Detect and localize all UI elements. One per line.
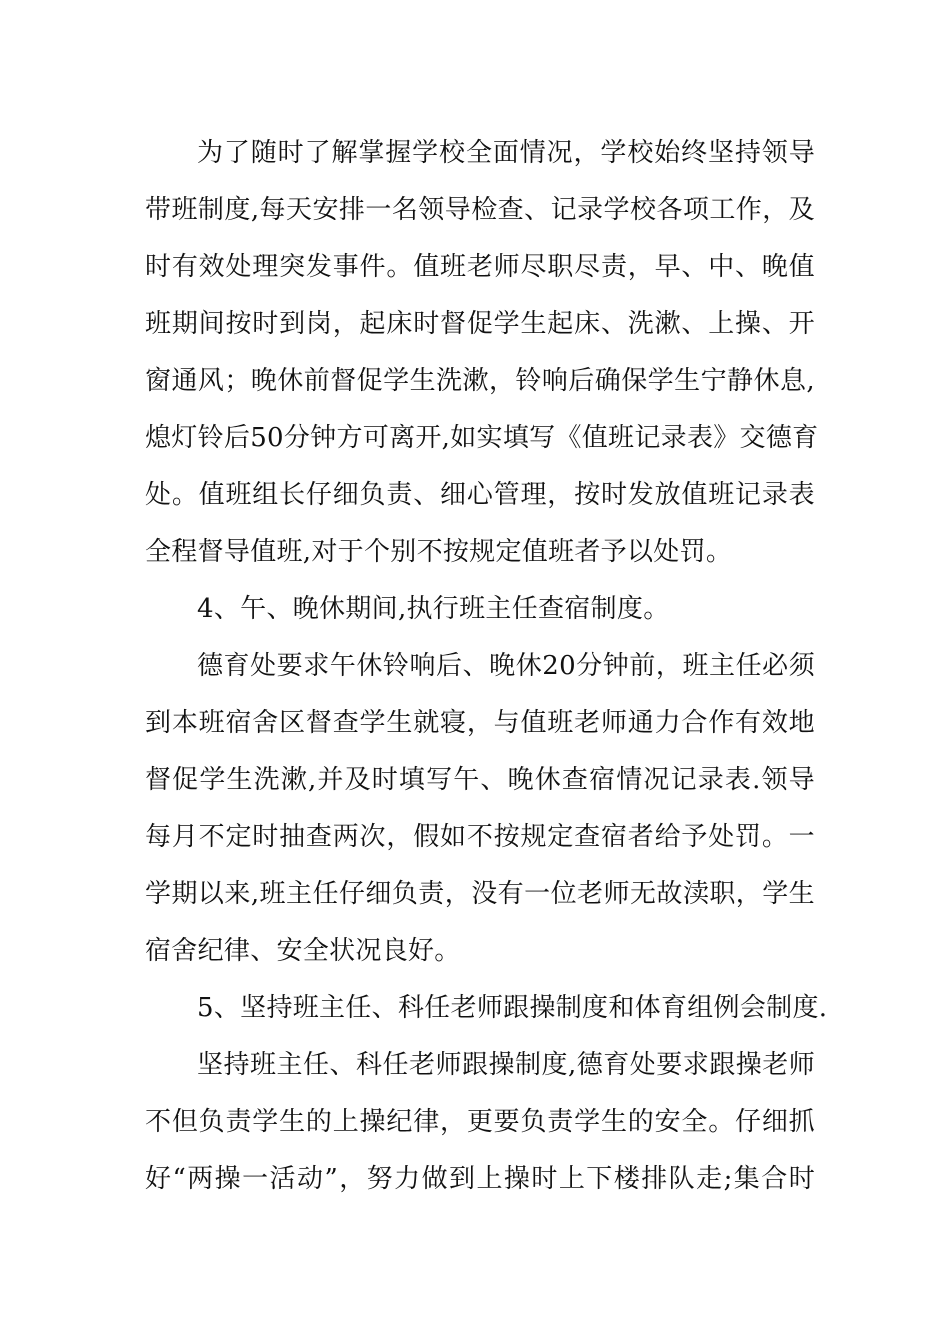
text-line: 督促学生洗漱,并及时填写午、晚休查宿情况记录表.领导 — [145, 765, 815, 795]
text-line: 带班制度,每天安排一名领导检查、记录学校各项工作，及 — [145, 195, 815, 225]
text-line: 好“两操一活动”，努力做到上操时上下楼排队走;集合时 — [145, 1164, 815, 1194]
text-line: 到本班宿舍区督查学生就寝，与值班老师通力合作有效地 — [145, 708, 815, 738]
text-line: 时有效处理突发事件。值班老师尽职尽责，早、中、晚值 — [145, 252, 815, 282]
text-line: 熄灯铃后50分钟方可离开,如实填写《值班记录表》交德育 — [145, 423, 819, 453]
section-heading: 5、坚持班主任、科任老师跟操制度和体育组例会制度. — [197, 993, 828, 1023]
text-line: 每月不定时抽查两次，假如不按规定查宿者给予处罚。一 — [145, 822, 815, 852]
text-line: 宿舍纪律、安全状况良好。 — [145, 936, 461, 966]
text-line: 全程督导值班,对于个别不按规定值班者予以处罚。 — [145, 537, 733, 567]
text-line: 为了随时了解掌握学校全面情况，学校始终坚持领导 — [197, 138, 815, 168]
text-line: 窗通风；晚休前督促学生洗漱，铃响后确保学生宁静休息, — [145, 366, 815, 396]
text-line: 德育处要求午休铃响后、晚休20分钟前，班主任必须 — [197, 651, 815, 681]
section-heading: 4、午、晚休期间,执行班主任查宿制度。 — [197, 594, 670, 624]
text-line: 处。值班组长仔细负责、细心管理，按时发放值班记录表 — [145, 480, 815, 510]
text-line: 不但负责学生的上操纪律，更要负责学生的安全。仔细抓 — [145, 1107, 815, 1137]
text-line: 班期间按时到岗，起床时督促学生起床、洗漱、上操、开 — [145, 309, 815, 339]
text-line: 学期以来,班主任仔细负责，没有一位老师无故渎职，学生 — [145, 879, 815, 909]
text-line: 坚持班主任、科任老师跟操制度,德育处要求跟操老师 — [197, 1050, 815, 1080]
